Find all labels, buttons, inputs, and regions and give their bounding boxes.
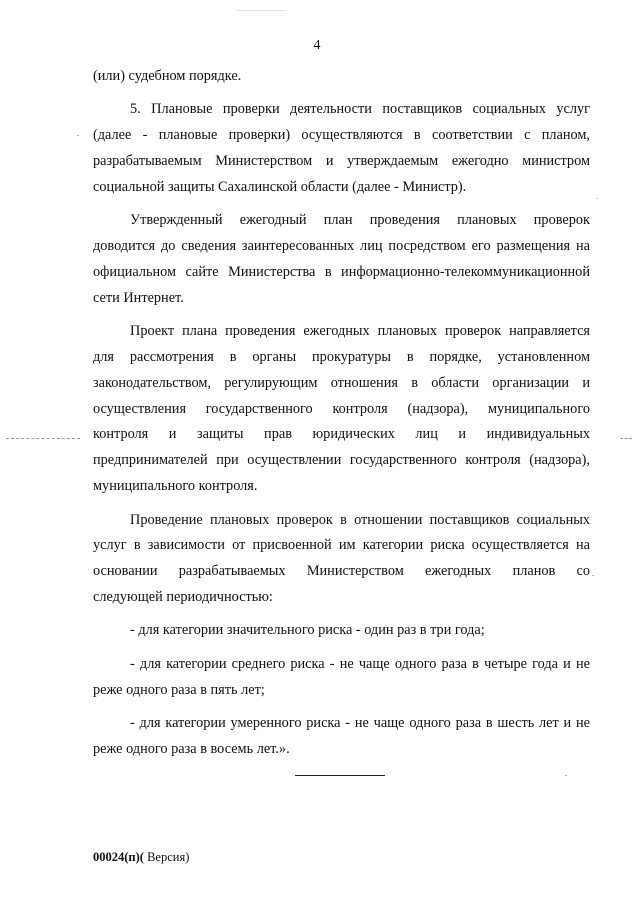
document-footer-code xyxy=(93,850,189,865)
paragraph-inspection-frequency xyxy=(93,508,590,611)
text-line: (далее - плановые проверки) осуществляются в соответствии с планом, xyxy=(93,127,590,144)
text-line: разрабатываемым Министерством и утверждаемым ежегодно министром xyxy=(93,153,590,170)
paragraph-approved-plan xyxy=(93,208,590,311)
scan-artifact-right xyxy=(620,438,632,439)
text-line: - для категории значительного риска - один раз в три года; xyxy=(130,622,485,639)
text-line: (или) судебном порядке. xyxy=(93,68,242,84)
footer-code-number: 00024(п)( xyxy=(93,850,144,864)
text-line: социальной защиты Сахалинской области (далее - Министр). xyxy=(93,178,467,195)
text-line: доводится до сведения заинтересованных лиц посредством его размещения на xyxy=(93,238,590,255)
text-line: - для категории среднего риска - не чаще одного раза в четыре года и не xyxy=(130,655,590,672)
text-line: законодательством, регулирующим отношения в области организации и xyxy=(93,374,590,391)
footer-version: Версия) xyxy=(143,850,190,864)
scan-artifact-top xyxy=(236,10,286,11)
list-item-significant-risk xyxy=(93,618,590,644)
text-line: Проведение плановых проверок в отношении поставщиков социальных xyxy=(130,511,590,528)
scan-artifact-dot xyxy=(596,198,598,199)
scan-artifact-dot xyxy=(565,775,567,776)
text-line: основании разрабатываемых Министерством ежегодных планов со xyxy=(93,563,590,580)
text-line: реже одного раза в пять лет; xyxy=(93,681,265,698)
list-item-medium-risk xyxy=(93,652,590,704)
text-line: предпринимателей при осуществлении государственного контроля (надзора), xyxy=(93,452,590,469)
document-body xyxy=(93,64,590,763)
text-line: 5. Плановые проверки деятельности поставщиков социальных услуг xyxy=(130,101,590,118)
text-line: следующей периодичностью: xyxy=(93,588,273,605)
paragraph-continuation xyxy=(93,64,590,90)
paragraph-draft-plan xyxy=(93,319,590,500)
scan-artifact-dot xyxy=(592,575,594,576)
text-line: контроля и защиты прав юридических лиц и индивидуальных xyxy=(93,426,590,443)
text-line: официальном сайте Министерства в информационно-телекоммуникационной xyxy=(93,263,590,280)
text-line: осуществления государственного контроля (надзора), муниципального xyxy=(93,400,590,417)
text-line: Проект плана проведения ежегодных плановых проверок направляется xyxy=(130,323,590,340)
text-line: услуг в зависимости от присвоенной им категории риска осуществляется на xyxy=(93,537,590,554)
text-line: сети Интернет. xyxy=(93,289,184,306)
text-line: Утвержденный ежегодный план проведения плановых проверок xyxy=(130,212,590,229)
text-line: для рассмотрения в органы прокуратуры в порядке, установленном xyxy=(93,349,590,366)
text-line: муниципального контроля. xyxy=(93,478,258,495)
scan-artifact-dot xyxy=(77,135,79,136)
list-item-moderate-risk xyxy=(93,711,590,763)
text-line: реже одного раза в восемь лет.». xyxy=(93,740,290,757)
closing-divider xyxy=(295,775,385,776)
paragraph-item-5 xyxy=(93,97,590,200)
scan-artifact-left xyxy=(6,438,80,439)
text-line: - для категории умеренного риска - не чаще одного раза в шесть лет и не xyxy=(130,715,590,732)
page-number: 4 xyxy=(313,38,321,53)
